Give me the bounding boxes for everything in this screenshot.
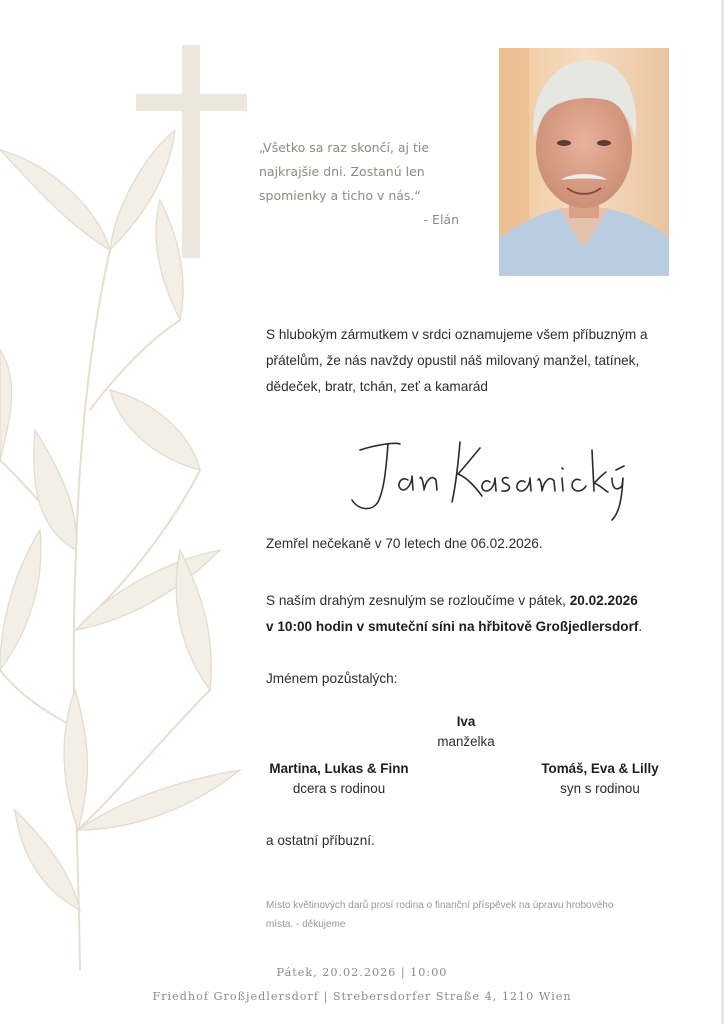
- quote-line: spomienky a ticho v nás.“: [259, 188, 421, 203]
- relative-role: dcera s rodinou: [292, 781, 386, 796]
- announcement-line: S hlubokým zármutkem v srdci oznamujeme všem příbuzným a: [266, 327, 648, 342]
- relative-role: manželka: [437, 734, 495, 749]
- quote-line: „Všetko sa raz skončí, aj tie: [259, 140, 430, 155]
- cross-horizontal-beam: [136, 94, 247, 111]
- announcement-text: [266, 322, 686, 400]
- portrait-photo: [499, 48, 669, 276]
- donation-note: [266, 896, 686, 934]
- olive-branch-illustration: [0, 130, 260, 970]
- funeral-line-1: [266, 588, 696, 614]
- relative-name: Iva: [456, 714, 476, 729]
- funeral-line-2: [266, 614, 696, 640]
- funeral-date: 20.02.2026: [569, 593, 638, 608]
- announcement-line: dědeček, bratr, tchán, zeť a kamarád: [266, 379, 488, 394]
- footer-address: Friedhof Großjedlersdorf | Strebersdorfer Straße 4, 1210 Wien: [152, 990, 572, 1003]
- relative-name: Tomáš, Eva & Lilly: [541, 761, 659, 776]
- funeral-time-place: v 10:00 hodin v smuteční síni na hřbitově Großjedlersdorf: [266, 619, 639, 634]
- relative-entry: [515, 759, 685, 799]
- relative-entry: [254, 759, 424, 799]
- relative-role: syn s rodinou: [560, 781, 640, 796]
- donation-note-line: Místo květinových darů prosí rodina o finanční příspěvek na úpravu hrobového: [266, 900, 614, 911]
- quote-author: - Elán: [423, 212, 459, 227]
- relative-name: Martina, Lukas & Finn: [269, 761, 409, 776]
- donation-note-line: místa. - děkujeme: [266, 919, 346, 930]
- funeral-period: .: [638, 619, 643, 634]
- date-of-death-text: Zemřel nečekaně v 70 letech dne 06.02.2026.: [266, 536, 543, 551]
- footer-datetime: Pátek, 20.02.2026 | 10:00: [276, 966, 448, 979]
- cross-vertical-beam: [182, 45, 200, 258]
- deceased-name-signature: [340, 430, 630, 530]
- quote-line: najkrajšie dni. Zostanú len: [259, 164, 425, 179]
- funeral-details: [266, 588, 696, 640]
- other-relatives-text: a ostatní příbuzní.: [266, 833, 375, 848]
- announcement-line: přátelům, že nás navždy opustil náš milovaný manžel, tatínek,: [266, 353, 640, 368]
- memorial-quote: [259, 136, 469, 232]
- relative-entry: [406, 712, 526, 752]
- mourners-label: Jménem pozůstalých:: [266, 671, 398, 686]
- funeral-intro: S naším drahým zesnulým se rozloučíme v pátek,: [266, 593, 570, 608]
